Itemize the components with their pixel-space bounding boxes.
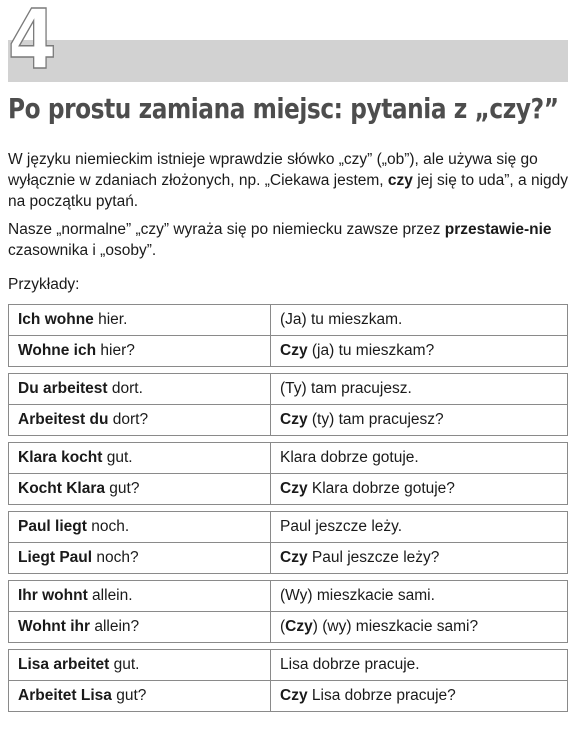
table-row [9, 405, 568, 436]
polish-translation [271, 543, 568, 574]
german-bold: Du arbeitest [18, 380, 108, 397]
german-bold: Kocht Klara [18, 480, 105, 497]
table-row [9, 681, 568, 712]
german-sentence [9, 336, 271, 367]
intro-paragraph [8, 149, 568, 212]
german-sentence [9, 681, 271, 712]
polish-translation [271, 681, 568, 712]
chapter-number: 4 [8, 0, 57, 88]
example-table [8, 649, 568, 712]
table-row [9, 612, 568, 643]
polish-bold: Czy [280, 687, 308, 704]
german-bold: Ich wohne [18, 311, 94, 328]
rule-bold-1: przestawie-nie [444, 221, 552, 238]
german-rest: noch. [86, 518, 130, 535]
polish-bold: Czy [285, 618, 313, 635]
polish-rest: (Wy) mieszkacie sami. [280, 587, 435, 604]
german-sentence [9, 374, 271, 405]
rule-paragraph [8, 219, 568, 261]
german-bold: Wohnt ihr [18, 618, 91, 635]
polish-rest: Klara dobrze gotuje? [307, 480, 455, 497]
polish-translation [271, 650, 568, 681]
polish-rest: Paul jeszcze leży. [280, 518, 403, 535]
example-table [8, 442, 568, 505]
example-table [8, 304, 568, 367]
rule-text-2: czasownika i „osoby”. [8, 242, 157, 259]
german-sentence [9, 305, 271, 336]
intro-bold-1: czy [387, 172, 413, 189]
example-table [8, 373, 568, 436]
polish-rest: (Ty) tam pracujesz. [280, 380, 412, 397]
examples-label: Przykłady: [8, 276, 80, 293]
polish-translation [271, 581, 568, 612]
german-sentence [9, 650, 271, 681]
german-sentence [9, 543, 271, 574]
table-row [9, 443, 568, 474]
intro-text-1: W języku niemieckim istnieje wprawdzie słówko „czy” („ob”), ale używa się go wyłącznie w zdaniach złożonych, np. „Ciekawa jestem, [8, 151, 538, 189]
german-rest: gut. [102, 449, 133, 466]
example-table [8, 580, 568, 643]
polish-translation [271, 512, 568, 543]
chapter-header-bar [8, 40, 568, 82]
polish-translation [271, 443, 568, 474]
polish-translation [271, 612, 568, 643]
german-rest: gut. [109, 656, 140, 673]
polish-translation [271, 336, 568, 367]
table-row [9, 374, 568, 405]
rule-text-1: Nasze „normalne” „czy” wyraża się po niemiecku zawsze przez [8, 221, 445, 238]
table-row [9, 581, 568, 612]
table-row [9, 650, 568, 681]
polish-rest: Lisa dobrze pracuje? [307, 687, 456, 704]
polish-translation [271, 374, 568, 405]
polish-rest: Paul jeszcze leży? [307, 549, 440, 566]
german-rest: allein. [87, 587, 133, 604]
polish-rest: (ty) tam pracujesz? [307, 411, 444, 428]
table-row [9, 305, 568, 336]
polish-translation [271, 305, 568, 336]
german-sentence [9, 581, 271, 612]
german-rest: noch? [92, 549, 139, 566]
table-row [9, 336, 568, 367]
polish-translation [271, 474, 568, 505]
german-rest: dort. [107, 380, 143, 397]
polish-bold: Czy [280, 342, 308, 359]
polish-rest: (ja) tu mieszkam? [307, 342, 435, 359]
intro-text-2: jej się to uda”, a nigdy na początku pytań. [8, 172, 569, 210]
german-bold: Ihr wohnt [18, 587, 88, 604]
german-bold: Lisa arbeitet [18, 656, 110, 673]
polish-bold: Czy [280, 549, 308, 566]
polish-prefix: ( [280, 618, 286, 635]
polish-rest: (Ja) tu mieszkam. [280, 311, 403, 328]
table-row [9, 474, 568, 505]
examples-tables [8, 304, 568, 718]
german-rest: hier? [96, 342, 135, 359]
german-rest: gut? [111, 687, 147, 704]
german-bold: Liegt Paul [18, 549, 93, 566]
german-bold: Arbeitet Lisa [18, 687, 112, 704]
page-title: Po prostu zamiana miejsc: pytania z „czy?” [8, 92, 559, 125]
german-rest: allein? [90, 618, 140, 635]
german-sentence [9, 612, 271, 643]
polish-bold: Czy [280, 480, 308, 497]
german-rest: dort? [108, 411, 149, 428]
german-sentence [9, 405, 271, 436]
german-bold: Paul liegt [18, 518, 87, 535]
example-table [8, 511, 568, 574]
table-row [9, 543, 568, 574]
table-row [9, 512, 568, 543]
german-bold: Wohne ich [18, 342, 97, 359]
polish-bold: Czy [280, 411, 308, 428]
polish-translation [271, 405, 568, 436]
german-sentence [9, 443, 271, 474]
german-sentence [9, 474, 271, 505]
german-sentence [9, 512, 271, 543]
german-rest: gut? [105, 480, 140, 497]
polish-rest: Lisa dobrze pracuje. [280, 656, 420, 673]
german-bold: Klara kocht [18, 449, 103, 466]
polish-rest: Klara dobrze gotuje. [280, 449, 419, 466]
german-bold: Arbeitest du [18, 411, 109, 428]
polish-rest: ) (wy) mieszkacie sami? [312, 618, 479, 635]
german-rest: hier. [93, 311, 128, 328]
